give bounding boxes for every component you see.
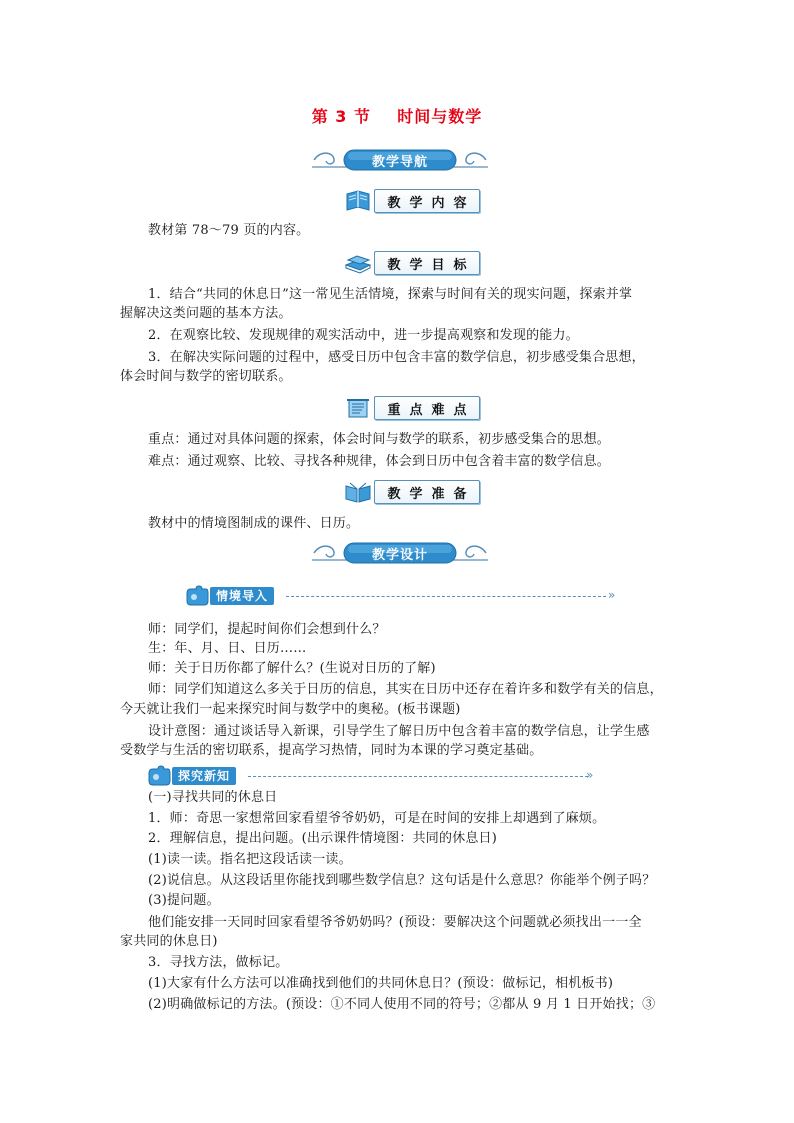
tag-label: 情境导入 — [210, 587, 274, 605]
section-label-box — [374, 396, 480, 420]
section-label-box — [374, 251, 480, 275]
book-stack-icon — [344, 251, 372, 275]
intro-line-2: 生：年、月、日、日历…… — [148, 641, 307, 656]
explore-line-7: 他们能安排一天同时回家看望爷爷奶奶吗？(预设：要解决这个问题就必须找出一一全 — [148, 915, 642, 930]
section-label: 重点难点 — [387, 402, 476, 418]
explore-line-6: (3)提问题。 — [148, 893, 220, 908]
explore-line-10: (1)大家有什么方法可以准确找到他们的共同休息日？(预设：做标记，相机板书) — [148, 976, 614, 991]
section-label-box — [374, 480, 480, 504]
ribbon-teaching-design — [310, 540, 490, 566]
section-label-box — [374, 189, 480, 213]
intro-line-6: 设计意图：通过谈话导入新课，引导学生了解日历中包含着丰富的数学信息，让学生感 — [148, 724, 650, 739]
difficulty-line: 难点：通过观察、比较、寻找各种规律，体会到日历中包含着丰富的数学信息。 — [148, 454, 611, 469]
goal-line-3: 2．在观察比较、发现规律的观实活动中，进一步提高观察和发现的能力。 — [148, 328, 579, 343]
section-label: 教学目标 — [387, 257, 476, 273]
puzzle-icon — [146, 765, 172, 787]
goal-line-5: 体会时间与数学的密切联系。 — [120, 369, 292, 384]
explore-line-2: 1．师：奇思一家想常回家看望爷爷奶奶，可是在时间的安排上却遇到了麻烦。 — [148, 811, 606, 826]
goal-line-2: 握解决这类问题的基本方法。 — [120, 306, 292, 321]
goal-line-1: 1．结合“共同的休息日”这一常见生活情境，探索与时间有关的现实问题，探索并掌 — [148, 287, 633, 302]
intro-line-1: 师：同学们，提起时间你们会想到什么？ — [148, 622, 386, 637]
open-book-icon — [344, 480, 372, 504]
content-paragraph: 教材第 78～79 页的内容。 — [148, 223, 310, 238]
section-label: 教学内容 — [387, 195, 476, 211]
explore-line-4: (1)读一读。指名把这段话读一读。 — [148, 852, 352, 867]
keypoint-line: 重点：通过对具体问题的探索，体会时间与数学的联系，初步感受集合的思想。 — [148, 432, 611, 447]
double-arrow-icon: » — [608, 588, 615, 602]
explore-line-9: 3．寻找方法，做标记。 — [148, 955, 289, 970]
intro-line-7: 受数学与生活的密切联系，提高学习热情，同时为本课的学习奠定基础。 — [120, 743, 543, 758]
dashed-divider — [286, 596, 606, 597]
ribbon-label: 教学导航 — [371, 155, 428, 170]
scroll-icon — [344, 396, 372, 420]
explore-line-11: (2)明确做标记的方法。(预设：①不同人使用不同的符号；②都从 9 月 1 日开始找；③ — [148, 997, 656, 1012]
explore-line-1: (一)寻找共同的休息日 — [148, 790, 278, 805]
ribbon-teaching-nav — [310, 147, 490, 173]
section-label: 教学准备 — [387, 486, 476, 502]
prep-paragraph: 教材中的情境图制成的课件、日历。 — [148, 516, 360, 531]
dashed-divider — [248, 776, 588, 777]
goal-line-4: 3．在解决实际问题的过程中，感受日历中包含丰富的数学信息，初步感受集合思想， — [148, 350, 645, 365]
ribbon-label: 教学设计 — [371, 548, 428, 563]
tag-label: 探究新知 — [172, 767, 236, 785]
intro-line-4: 师：同学们知道这么多关于日历的信息，其实在日历中还存在着许多和数学有关的信息， — [148, 682, 663, 697]
page-title: 第 3 节 时间与数学 — [311, 107, 483, 126]
double-arrow-icon: » — [586, 768, 593, 782]
explore-line-3: 2．理解信息，提出问题。(出示课件情境图：共同的休息日) — [148, 831, 498, 846]
puzzle-icon — [184, 585, 210, 607]
tag-explore-new — [146, 765, 596, 787]
intro-line-5: 今天就让我们一起来探究时间与数学中的奥秘。(板书课题) — [120, 702, 461, 717]
book-icon — [344, 189, 372, 213]
tag-scenario-intro — [184, 585, 634, 607]
intro-line-3: 师：关于日历你都了解什么？(生说对日历的了解) — [148, 661, 436, 676]
explore-line-8: 家共同的休息日) — [120, 934, 218, 949]
explore-line-5: (2)说信息。从这段话里你能找到哪些数学信息？这句话是什么意思？你能举个例子吗？ — [148, 873, 656, 888]
